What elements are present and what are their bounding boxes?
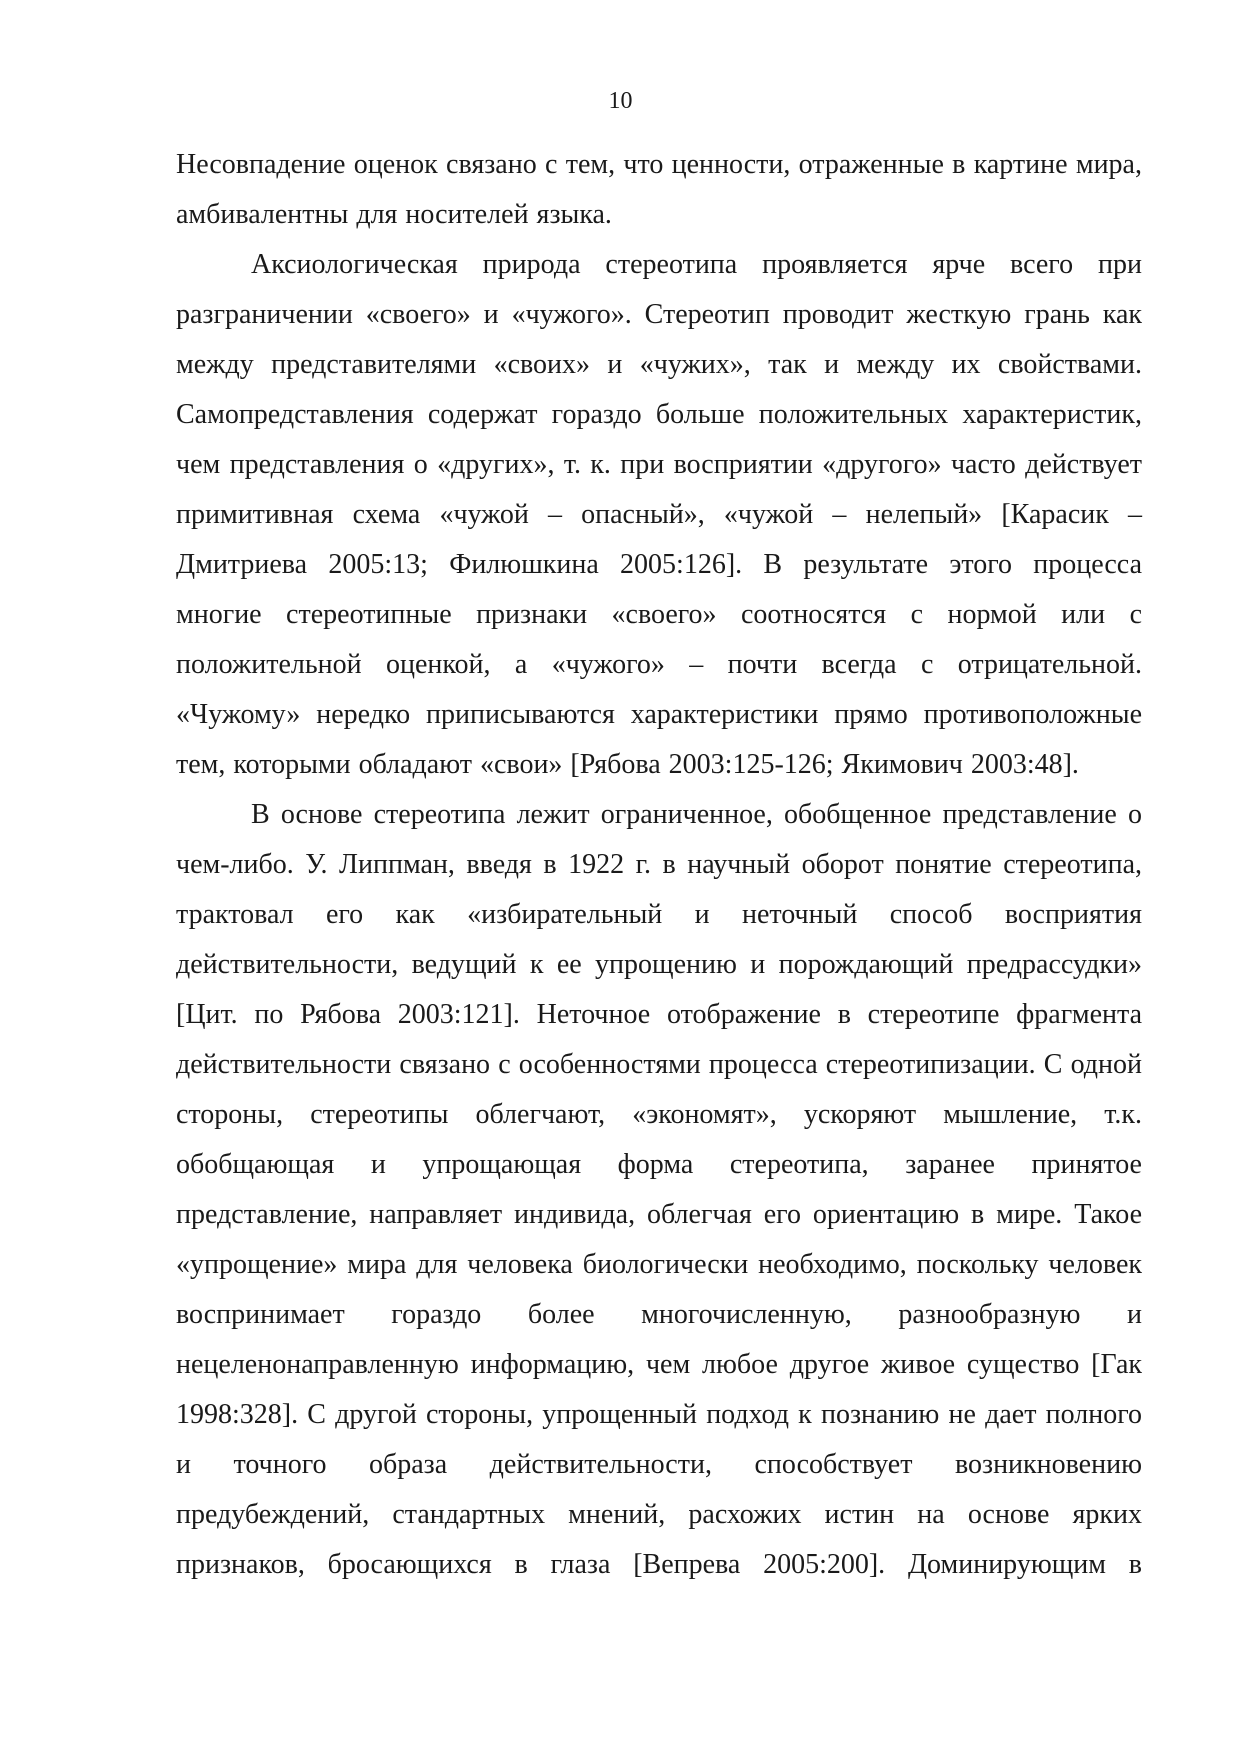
body-text <box>176 140 1142 1590</box>
paragraph-3: В основе стереотипа лежит ограниченное, обобщенное представление о чем-либо. У. Липпман, введя в 1922 г. в научный оборот понятие стереотипа, трактовал его как «избирательный и неточный способ восприятия действительности, ведущий к ее упрощению и порождающий предрассудки» [Цит. по Рябова 2003:121]. Неточное отображение в стереотипе фрагмента действительности связано с особенностями процесса стереотипизации. С одной стороны, стереотипы облегчают, «экономят», ускоряют мышление, т.к. обобщающая и упрощающая форма стереотипа, заранее принятое представление, направляет индивида, облегчая его ориентацию в мире. Такое «упрощение» мира для человека биологически необходимо, поскольку человек воспринимает гораздо более многочисленную, разнообразную и нецеленонаправленную информацию, чем любое другое живое существо [Гак 1998:328]. С другой стороны, упрощенный подход к познанию не дает полного и точного образа действительности, способствует возникновению предубеждений, стандартных мнений, расхожих истин на основе ярких признаков, бросающихся в глаза [Вепрева 2005:200]. Доминирующим в <box>176 799 1142 1580</box>
paragraph-1: Несовпадение оценок связано с тем, что ценности, отраженные в картине мира, амбивалентны для носителей языка. <box>176 149 1142 230</box>
page-number: 10 <box>608 88 633 114</box>
paragraph-2: Аксиологическая природа стереотипа проявляется ярче всего при разграничении «своего» и «чужого». Стереотип проводит жесткую грань как между представителями «своих» и «чужих», так и между их свойствами. Самопредставления содержат гораздо больше положительных характеристик, чем представления о «других», т. к. при восприятии «другого» часто действует примитивная схема «чужой – опасный», «чужой – нелепый» [Карасик – Дмитриева 2005:13; Филюшкина 2005:126]. В результате этого процесса многие стереотипные признаки «своего» соотносятся с нормой или с положительной оценкой, а «чужого» – почти всегда с отрицательной. «Чужому» нередко приписываются характеристики прямо противоположные тем, которыми обладают «свои» [Рябова 2003:125-126; Якимович 2003:48]. <box>176 249 1142 780</box>
